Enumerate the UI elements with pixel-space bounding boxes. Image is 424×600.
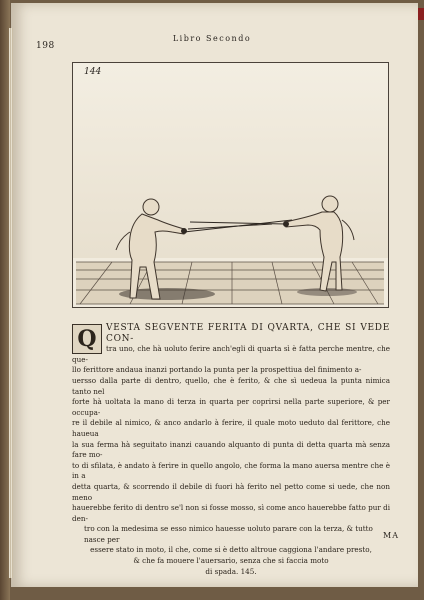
page-number: 198: [36, 41, 55, 51]
text-line: tro con la medesima se esso nimico hauesse uoluto parare con la terza, & tutto nasce per: [84, 524, 373, 544]
text-line: llo ferittore andaua inanzi portando la punta per la prospettiua del finimento a-: [72, 365, 362, 375]
text-line: uersso dalla parte di dentro, quello, che è ferito, & che sì uedeua la punta nimica tanto nel: [72, 375, 390, 396]
text-line: forte hà uoltata la mano di terza in quarta per coprirsi nella parte superiore, & per occupa-: [72, 397, 390, 417]
text-line: & che fa mouere l'auersario, senza che si faccia moto: [133, 556, 329, 566]
text-line: re il debile al nimico, & anco andarlo à ferire, il quale moto ueduto dal ferittore, che haueua: [72, 418, 390, 438]
text-line: essere stato in moto, il che, come si è detto altroue caggiona l'andare presto,: [90, 545, 372, 555]
body-text: [72, 323, 390, 577]
plate-number: 144: [84, 67, 102, 77]
text-line: tra uno, che hà uoluto ferire anch'egli di quarta sì è fatta perche mentre, che que-: [72, 344, 390, 364]
text-line: di spada. 145.: [205, 566, 257, 576]
shadow-right: [297, 288, 357, 296]
text-line: detta quarta, & scorrendo il debile di fuori hà ferito nel petto come si uede, che non meno: [72, 481, 390, 502]
fencing-engraving: [72, 62, 389, 308]
page-edges: [9, 28, 13, 578]
text-line: VESTA SEGVENTE FERITA DI QVARTA, CHE SI VEDE CON-: [106, 323, 390, 344]
running-head: Libro Secondo: [172, 34, 252, 43]
catchword: MA: [383, 531, 399, 540]
text-line: la sua ferma hà seguitato inanzi cauando alquanto di punta di detta quarta mà senza fare mo-: [72, 439, 390, 460]
text-line: hauerebbe ferito di dentro se'l non si fosse mosso, sì come anco hauerebbe fatto pur di den-: [72, 503, 390, 523]
drop-cap-initial: Q: [72, 324, 102, 354]
text-line: to di sfilata, è andato à ferire in quello angolo, che forma la mano auersa mentre che è in a: [72, 460, 390, 481]
